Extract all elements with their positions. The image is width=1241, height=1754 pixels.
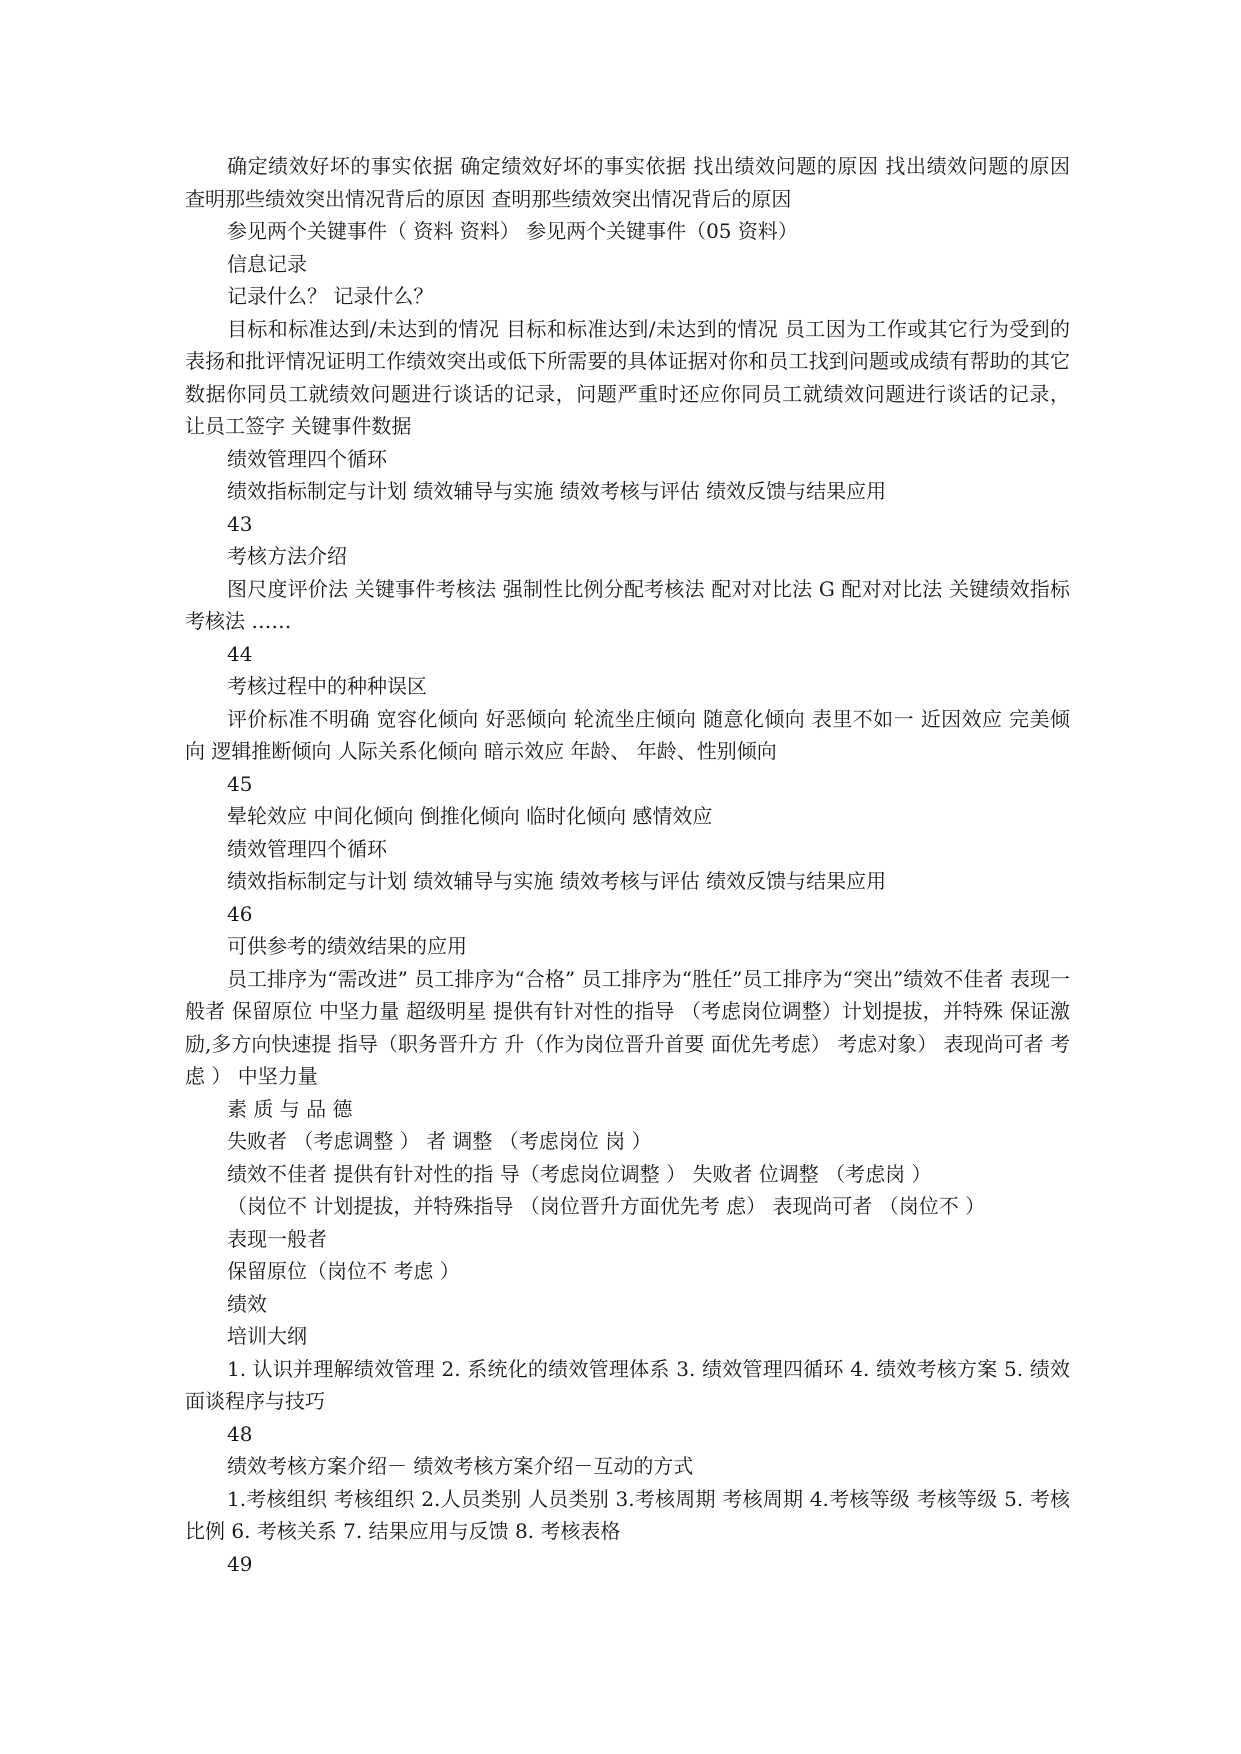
page-number: 44 xyxy=(227,641,253,666)
paragraph: 绩效 xyxy=(227,1291,267,1316)
paragraph: 表现一般者 xyxy=(227,1226,327,1251)
section-heading: 考核过程中的种种误区 xyxy=(227,674,427,698)
page-number: 49 xyxy=(227,1551,253,1576)
section-heading: 信息记录 xyxy=(227,251,307,276)
paragraph: 保留原位（岗位不 考虑 ） xyxy=(227,1259,460,1283)
page-number: 46 xyxy=(227,901,253,926)
paragraph: 绩效指标制定与计划 绩效辅导与实施 绩效考核与评估 绩效反馈与结果应用 xyxy=(227,869,887,893)
page-number: 48 xyxy=(227,1421,253,1446)
section-heading: 记录什么？ 记录什么？ xyxy=(227,284,434,308)
section-heading: 培训大纲 xyxy=(227,1324,307,1348)
paragraph: 目标和标准达到/未达到的情况 目标和标准达到/未达到的情况 员工因为工作或其它行为受到的表扬和批评情况证明工作绩效突出或低下所需要的具体证据对你和员工找到问题或成绩有帮助的其它数据你同员工就绩效问题进行谈话的记录，问题严重时还应你同员工就绩效问题进行谈话的记录， 让员工签字 关键事件数据 xyxy=(185,316,1070,438)
section-heading: 考核方法介绍 xyxy=(227,544,347,568)
document-body xyxy=(185,150,1070,1580)
paragraph: 绩效不佳者 提供有针对性的指 导（考虑岗位调整 ） 失败者 位调整 （考虑岗 ） xyxy=(227,1161,932,1186)
page-number: 45 xyxy=(227,771,253,796)
paragraph: 图尺度评价法 关键事件考核法 强制性比例分配考核法 配对对比法 G 配对对比法 关键绩效指标考核法 …… xyxy=(185,576,1070,633)
paragraph: 1.考核组织 考核组织 2.人员类别 人员类别 3.考核周期 考核周期 4.考核等级 考核等级 5. 考核比例 6. 考核关系 7. 结果应用与反馈 8. 考核表格 xyxy=(185,1486,1070,1543)
paragraph: 参见两个关键事件（ 资料 资料） 参见两个关键事件（05 资料） xyxy=(227,219,798,243)
paragraph: 失败者 （考虑调整 ） 者 调整 （考虑岗位 岗 ） xyxy=(227,1129,652,1153)
paragraph: 评价标准不明确 宽容化倾向 好恶倾向 轮流坐庄倾向 随意化倾向 表里不如一 近因效应 完美倾向 逻辑推断倾向 人际关系化倾向 暗示效应 年龄、 年龄、性别倾向 xyxy=(185,706,1070,763)
paragraph: 素 质 与 品 德 xyxy=(227,1096,353,1121)
section-heading: 绩效管理四个循环 xyxy=(227,836,387,861)
paragraph: （岗位不 计划提拔，并特殊指导 （岗位晋升方面优先考 虑） 表现尚可者 （岗位不 ） xyxy=(227,1194,986,1218)
paragraph: 1. 认识并理解绩效管理 2. 系统化的绩效管理体系 3. 绩效管理四循环 4. 绩效考核方案 5. 绩效面谈程序与技巧 xyxy=(185,1356,1070,1413)
paragraph: 员工排序为“需改进” 员工排序为“合格” 员工排序为“胜任”员工排序为“突出”绩效不佳者 表现一般者 保留原位 中坚力量 超级明星 提供有针对性的指导 （考虑岗位调整）计划提拔，并特殊 保证激励,多方向快速提 指导（职务晋升方 升（作为岗位晋升首要 面优先考虑） 考虑对象） 表现尚可者 考虑 ） 中坚力量 xyxy=(185,966,1070,1088)
section-heading: 绩效管理四个循环 xyxy=(227,446,387,471)
section-heading: 可供参考的绩效结果的应用 xyxy=(227,934,467,958)
paragraph: 绩效指标制定与计划 绩效辅导与实施 绩效考核与评估 绩效反馈与结果应用 xyxy=(227,479,887,503)
paragraph: 确定绩效好坏的事实依据 确定绩效好坏的事实依据 找出绩效问题的原因 找出绩效问题的原因 查明那些绩效突出情况背后的原因 查明那些绩效突出情况背后的原因 xyxy=(185,154,1070,211)
paragraph: 晕轮效应 中间化倾向 倒推化倾向 临时化倾向 感情效应 xyxy=(227,804,713,828)
section-heading: 绩效考核方案介绍－ 绩效考核方案介绍－互动的方式 xyxy=(227,1454,694,1478)
page-number: 43 xyxy=(227,511,253,536)
